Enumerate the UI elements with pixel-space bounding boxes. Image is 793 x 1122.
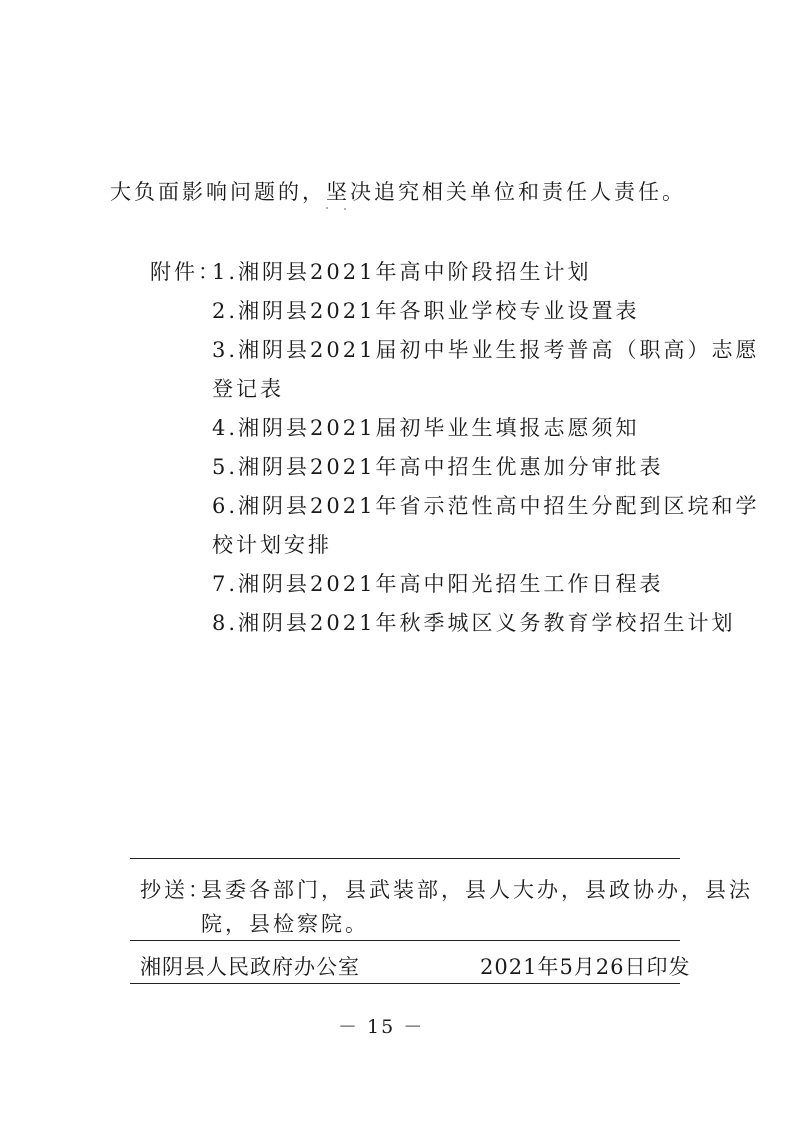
issuer-bottom-rule [130, 983, 680, 984]
attachment-item-2: 2.湘阴县2021年各职业学校专业设置表 [212, 299, 640, 323]
distribution-recipients-line2: 院，县检察院。 [201, 912, 369, 936]
distribution-label: 抄送： [140, 878, 212, 902]
page-number: － 15 － [338, 1016, 425, 1038]
attachment-item-6: 6.湘阴县2021年省示范性高中招生分配到区垸和学 [212, 494, 760, 518]
attachment-label: 附件： [150, 260, 222, 284]
attachment-item-7: 7.湘阴县2021年高中阳光招生工作日程表 [212, 572, 664, 596]
issue-date: 2021年5月26日印发 [480, 955, 691, 979]
scan-speck [344, 208, 346, 210]
issuing-office: 湘阴县人民政府办公室 [140, 955, 360, 979]
attachment-item-3-continued: 登记表 [212, 377, 284, 401]
body-continuation-text: 大负面影响问题的，坚决追究相关单位和责任人责任。 [110, 180, 686, 204]
attachment-item-8: 8.湘阴县2021年秋季城区义务教育学校招生计划 [212, 611, 736, 635]
attachment-item-5: 5.湘阴县2021年高中招生优惠加分审批表 [212, 455, 664, 479]
attachment-item-4: 4.湘阴县2021届初毕业生填报志愿须知 [212, 416, 640, 440]
scan-speck [326, 207, 328, 209]
issuer-top-rule [130, 940, 680, 941]
distribution-recipients-line1: 县委各部门，县武装部，县人大办，县政协办，县法 [201, 878, 753, 902]
distribution-top-rule [130, 858, 680, 859]
attachment-item-6-continued: 校计划安排 [212, 533, 332, 557]
attachment-item-3: 3.湘阴县2021届初中毕业生报考普高（职高）志愿 [212, 338, 760, 362]
attachment-item-1: 1.湘阴县2021年高中阶段招生计划 [212, 260, 592, 284]
